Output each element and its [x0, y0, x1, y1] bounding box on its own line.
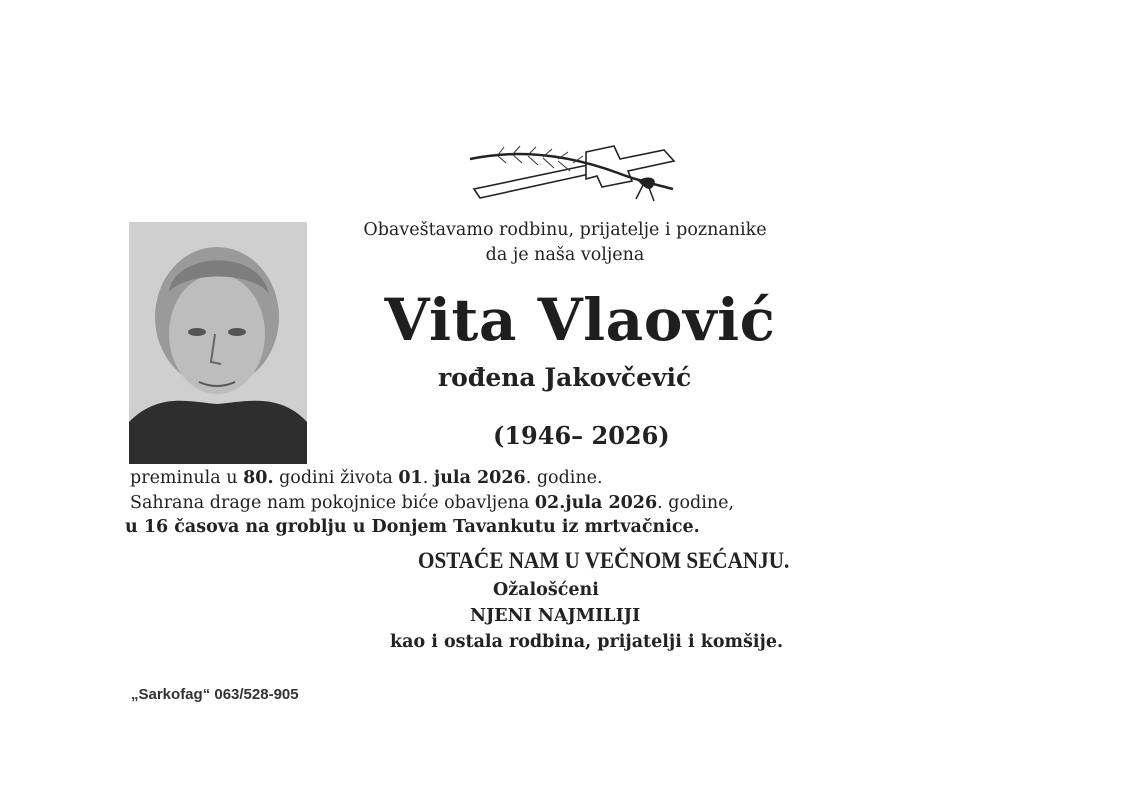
portrait-photo [129, 222, 307, 464]
intro-line-1: Obaveštavamo rodbinu, prijatelje i poznanike [363, 220, 767, 240]
intro-text [330, 218, 800, 268]
death-month-year: jula 2026 [433, 468, 526, 488]
funeral-suffix: . godine, [657, 493, 735, 513]
maiden-name: rođena Jakovčević [438, 363, 692, 392]
death-suffix: . godine. [525, 468, 603, 488]
remembrance-line: OSTAĆE NAM U VEČNOM SEĆANJU. [418, 548, 790, 573]
dearest-line: NJENI NAJMILIJI [470, 606, 641, 626]
death-middle: godini života [273, 468, 399, 488]
death-details [130, 468, 603, 488]
death-dot: . [422, 468, 434, 488]
deceased-name: Vita Vlaović [384, 286, 776, 354]
funeral-company: „Sarkofag“ 063/528-905 [131, 686, 299, 703]
others-line: kao i ostala rodbina, prijatelji i komšije. [390, 632, 784, 652]
death-prefix: preminula u [130, 468, 244, 488]
funeral-date: 02.jula 2026 [534, 493, 658, 513]
intro-line-2: da je naša voljena [485, 245, 645, 265]
life-years: (1946– 2026) [493, 421, 670, 450]
funeral-prefix: Sahrana drage nam pokojnice biće obavljena [130, 493, 535, 513]
cross-icon [468, 143, 680, 203]
mourners-label: Ožalošćeni [493, 580, 599, 600]
funeral-details [130, 493, 734, 513]
death-age: 80. [243, 468, 274, 488]
death-day: 01 [398, 468, 423, 488]
funeral-place: u 16 časova na groblju u Donjem Tavankutu iz mrtvačnice. [125, 517, 700, 537]
